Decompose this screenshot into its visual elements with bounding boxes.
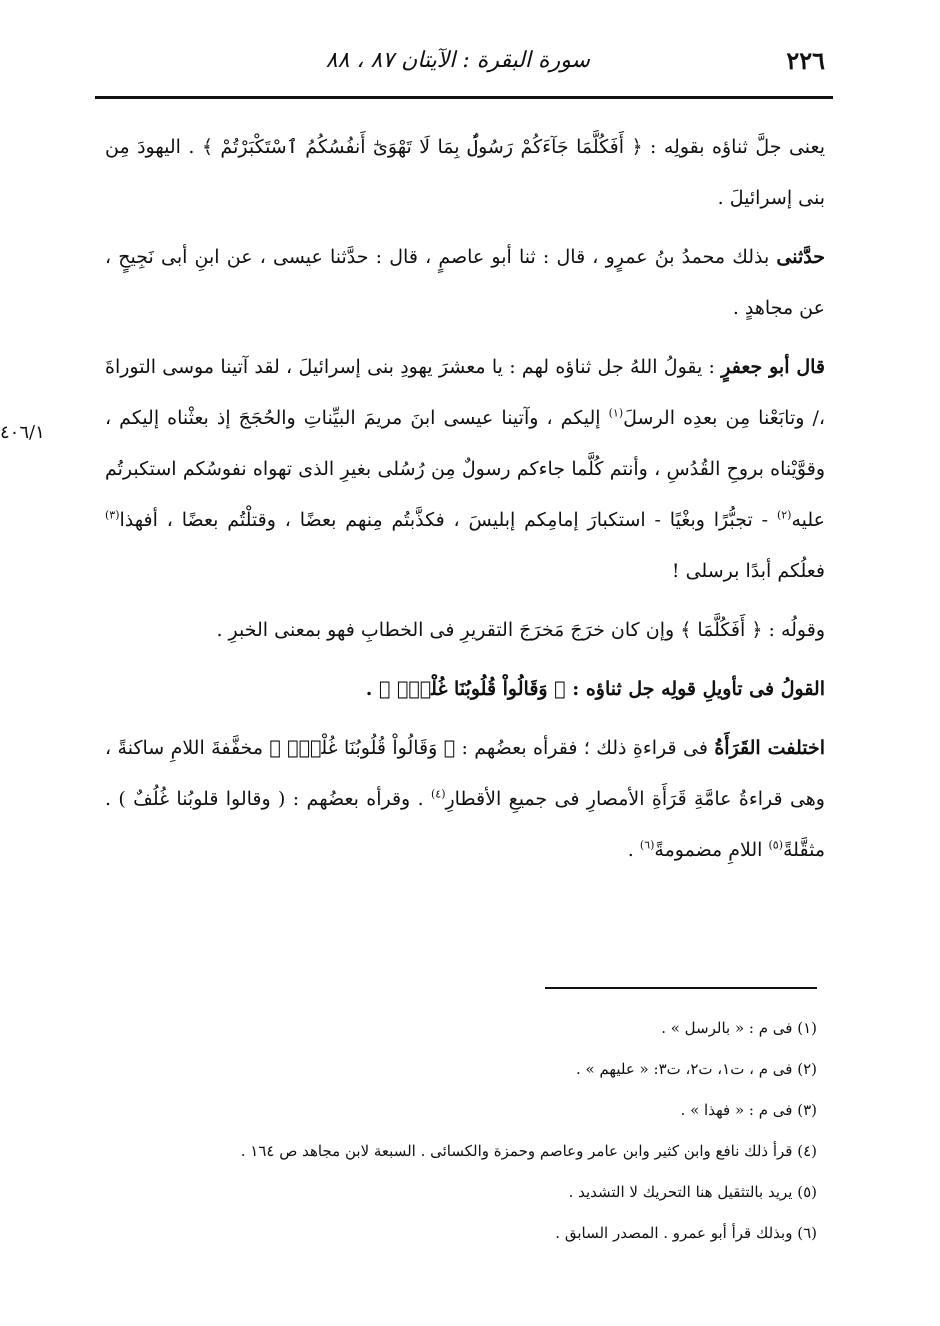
footnote-marker: (٥) [768, 838, 783, 852]
paragraph-1 [105, 122, 825, 224]
paragraph-3 [105, 342, 825, 597]
margin-reference: ٤٠٦/١ [0, 422, 45, 443]
paragraph-text: فعلُكم أبدًا برسلى ! [671, 560, 825, 582]
footnote-1: (١) فى م : « بالرسل » . [661, 1019, 817, 1037]
paragraph-text: . وقرأه بعضُهم : ( وقالوا قلوبُنا غُلُفٌ ) . مثقَّلةً [105, 788, 825, 861]
paragraph-text: . [627, 839, 640, 861]
paragraph-4 [105, 605, 825, 656]
paragraph-lead: قال أبو جعفرٍ [721, 356, 825, 378]
paragraph-text: - تجبُّرًا وبغْيًا - استكبارَ إمامِكم إبليسَ ، فكذَّبتُم مِنهم بعضًا ، وقتلْتُم بعضًا ، أفهذا [119, 509, 777, 531]
footnote-marker: (٣) [105, 508, 120, 522]
main-text [105, 122, 825, 884]
paragraph-text: فى قراءةِ ذلك ؛ فقرأه بعضُهم : ﴿ وَقَالُواْ قُلُوبُنَا غُلْفٌۢ ﴾ مخفَّفةَ اللامِ ساكنةً ، وهى قراءةُ عامَّةِ قَرَأَةِ الأمصارِ فى جميعِ الأقطارِ [105, 737, 825, 810]
paragraph-lead: حدَّثنى [776, 246, 825, 268]
paragraph-text: يعنى جلَّ ثناؤه بقولِه : ﴿ أَفَكُلَّمَا جَآءَكُمْ رَسُولٌۢ بِمَا لَا تَهْوَىٰٓ أَنفُسُكُمُ ٱسْتَكْبَرْتُمْ ﴾ . اليهودَ مِن بنى إسرائيلَ . [105, 136, 825, 209]
footnote-rule [545, 987, 817, 989]
paragraph-2 [105, 232, 825, 334]
footnote-marker: (١) [608, 406, 624, 420]
paragraph-lead: اختلفت القَرَأَةُ [714, 737, 825, 759]
paragraph-text: اللامِ مضمومةً [654, 839, 769, 861]
footnote-4: (٤) قرأ ذلك نافع وابن كثير وابن عامر وعاصم وحمزة والكسائى . السبعة لابن مجاهد ص ١٦٤ . [240, 1142, 817, 1160]
paragraph-text: : يقولُ اللهُ جل ثناؤه لهم : يا معشرَ يهودِ بنى إسرائيلَ ، لقد آتينا موسى التوراةَ ،/ وتابَعْنا مِن بعدِه الرسلَ [105, 356, 825, 429]
paragraph-6 [105, 723, 825, 876]
footnote-marker: (٤) [430, 787, 446, 801]
paragraph-text: بذلك محمدُ بنُ عمرٍو ، قال : ثنا أبو عاصمٍ ، قال : حدَّثنا عيسى ، عن ابنِ أبى نَجِيحٍ ، عن مجاهدٍ . [105, 246, 825, 319]
paragraph-text: إليكم ، وآتينا عيسى ابنَ مريمَ البيِّناتِ والحُجَجَ إذ بعثْناه إليكم ، وقوَّيْناه بروحِ القُدُسِ ، وأنتم كُلَّما جاءكم رسولٌ مِن رُسُلى بغيرِ الذى تهواه نفوسُكم استكبرتُم عليه [105, 407, 825, 531]
running-title: سورة البقرة : الآيتان ٨٧ ، ٨٨ [325, 48, 590, 73]
footnote-marker: (٦) [639, 838, 655, 852]
section-heading: القولُ فى تأويلِ قولِه جل ثناؤه : ﴿ وَقَالُواْ قُلُوبُنَا غُلْفٌۢ ﴾ . [365, 678, 825, 700]
page-header [95, 40, 825, 92]
footnote-marker: (٢) [776, 508, 792, 522]
footnote-3: (٣) فى م : « فهذا » . [680, 1101, 817, 1119]
paragraph-text: وقولُه : ﴿ أَفَكُلَّمَا ﴾ وإن كان خرَجَ مَخرَجَ التقريرِ فى الخطابِ فهو بمعنى الخبرِ . [216, 619, 825, 641]
header-rule [95, 96, 833, 99]
footnote-5: (٥) يريد بالتثقيل هنا التحريك لا التشديد . [568, 1183, 817, 1201]
page-number: ٢٢٦ [786, 46, 825, 75]
footnote-2: (٢) فى م ، ت١، ت٢، ت٣: « عليهم » . [575, 1060, 817, 1078]
footnote-6: (٦) وبذلك قرأ أبو عمرو . المصدر السابق . [555, 1224, 817, 1242]
footnotes [117, 1008, 817, 1254]
